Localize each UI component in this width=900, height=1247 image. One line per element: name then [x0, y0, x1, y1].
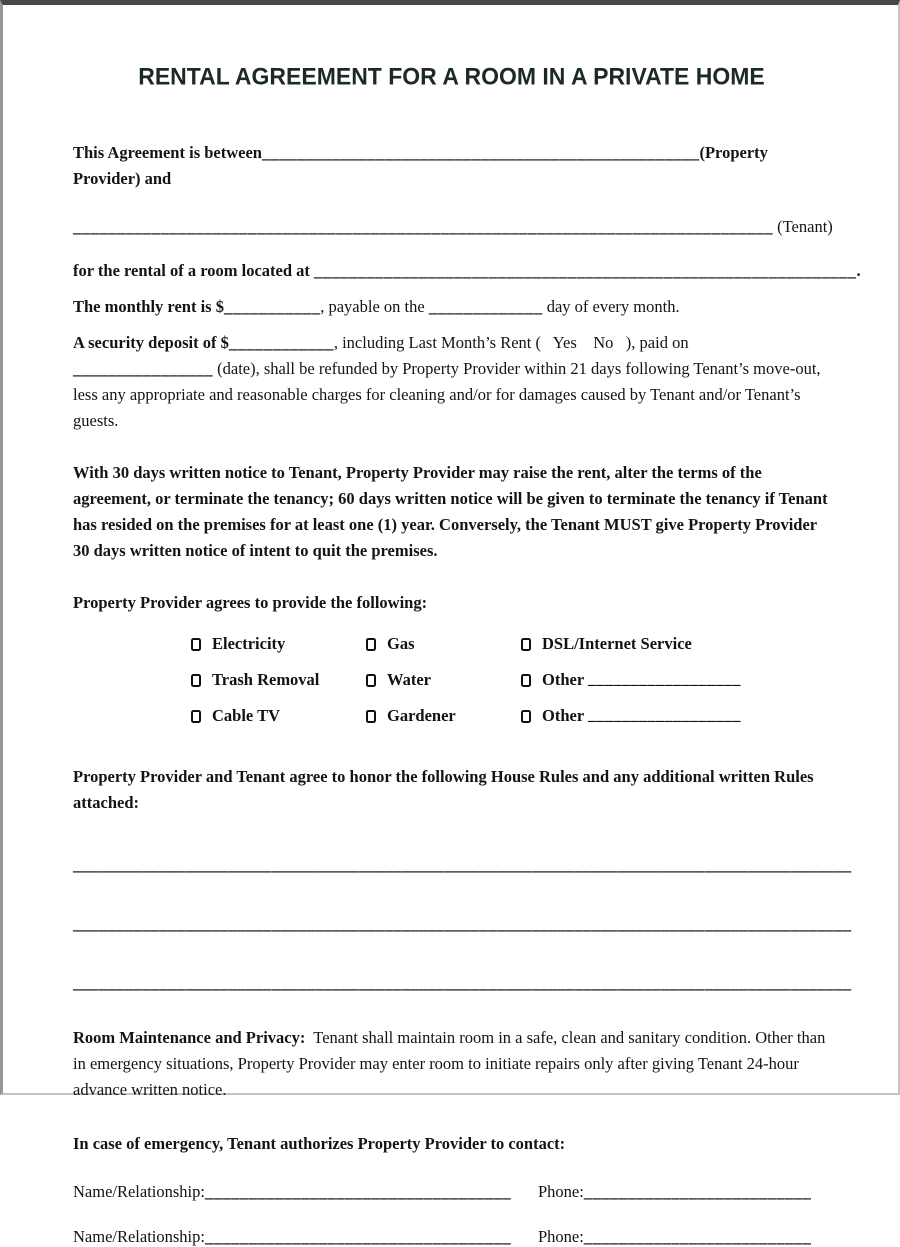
house-rules-line-3[interactable]: __________________________________________________________________________________________ [73, 973, 852, 992]
dsl-internet-checkbox[interactable] [521, 638, 531, 651]
deposit-text-rest: (date), shall be refunded by Property Provider within 21 days following Tenant’s move-out, less any appropriate and reasonable charges for cleaning and/or for damages caused by Tenant and/or Tenant’s guests. [73, 359, 825, 430]
house-rules-heading: Property Provider and Tenant agree to honor the following House Rules and any additional written Rules attached: [73, 767, 818, 812]
tenant-name-field[interactable]: ________________________________________________________________________________ [73, 217, 773, 236]
contact-2-phone-label: Phone: [538, 1227, 584, 1246]
cable-tv-label: Cable TV [212, 706, 280, 725]
rent-amount-field[interactable]: ___________ [223, 297, 321, 316]
utility-option-gas [366, 634, 521, 654]
maintenance-lead: Room Maintenance and Privacy: [73, 1028, 306, 1047]
utility-option-cable-tv [191, 706, 366, 726]
rent-text-pre: The monthly rent is $ [73, 297, 224, 316]
utilities-row-1 [191, 626, 830, 662]
deposit-paid-date-field[interactable]: ________________ [73, 359, 213, 378]
emergency-heading: In case of emergency, Tenant authorizes Property Provider to contact: [73, 1134, 566, 1153]
electricity-label: Electricity [212, 634, 286, 653]
contact-1-phone [538, 1182, 811, 1202]
contact-1-name-label: Name/Relationship: [73, 1182, 205, 1201]
deposit-amount-field[interactable]: ____________ [228, 333, 334, 352]
contact-1-name [73, 1182, 538, 1202]
other-2-label: Other [542, 706, 588, 725]
parties-line-1 [73, 140, 830, 192]
contact-2-phone [538, 1227, 811, 1247]
rent-text-post: day of every month. [542, 297, 680, 316]
utilities-checkbox-grid [191, 626, 830, 734]
maintenance-text: Tenant shall maintain room in a safe, clean and sanitary condition. Other than in emergency situations, Property Provider may enter room to initiate repairs only after giving Tenant 24-hour advance written notice. [73, 1028, 830, 1099]
notice-paragraph: With 30 days written notice to Tenant, Property Provider may raise the rent, alter the terms of the agreement, or terminate the tenancy; 60 days written notice will be given to terminate the tenancy if Tenant has resided on the premises for at least one (1) year. Conversely, the Tenant MUST give Property Provider 30 days written notice of intent to quit the premises. [73, 463, 832, 560]
page-title: RENTAL AGREEMENT FOR A ROOM IN A PRIVATE HOME [138, 62, 765, 90]
parties-line-2 [73, 214, 833, 240]
trash-removal-label: Trash Removal [212, 670, 320, 689]
emergency-contact-row-2 [73, 1227, 830, 1247]
trash-removal-checkbox[interactable] [191, 674, 201, 687]
contact-2-name-label: Name/Relationship: [73, 1227, 205, 1246]
utility-option-electricity [191, 634, 366, 654]
contact-2-name [73, 1227, 538, 1247]
utilities-heading: Property Provider agrees to provide the following: [73, 593, 428, 612]
property-provider-label: (Property Provider) and [73, 143, 773, 188]
parties-line-1-text: This Agreement is between [73, 143, 262, 162]
other-1-label: Other [542, 670, 588, 689]
water-checkbox[interactable] [366, 674, 376, 687]
house-rules-line-1[interactable]: __________________________________________________________________________________________ [73, 855, 852, 874]
dsl-internet-label: DSL/Internet Service [542, 634, 692, 653]
house-rules-line-2[interactable]: __________________________________________________________________________________________ [73, 914, 852, 933]
gas-label: Gas [387, 634, 415, 653]
room-location-line [73, 258, 861, 284]
other-2-checkbox[interactable] [521, 710, 531, 723]
room-location-period: . [856, 261, 861, 280]
tenant-label: (Tenant) [773, 217, 833, 236]
deposit-text-pre: A security deposit of $ [73, 333, 229, 352]
rent-due-day-field[interactable]: _____________ [428, 297, 543, 316]
utility-option-other-1 [521, 670, 830, 690]
other-1-field[interactable]: __________________ [587, 671, 741, 688]
emergency-contact-row-1 [73, 1182, 830, 1202]
gardener-label: Gardener [387, 706, 456, 725]
room-address-field[interactable]: ______________________________________________________________ [314, 261, 857, 280]
water-label: Water [387, 670, 431, 689]
gas-checkbox[interactable] [366, 638, 376, 651]
contact-2-phone-field[interactable]: __________________________ [583, 1227, 812, 1246]
deposit-text-mid: , including Last Month’s Rent ( Yes No ), paid on [333, 333, 693, 352]
room-location-text: for the rental of a room located at [73, 261, 315, 280]
utility-option-dsl-internet [521, 634, 830, 654]
utilities-row-3 [191, 698, 830, 734]
other-1-checkbox[interactable] [521, 674, 531, 687]
rent-text-mid: , payable on the [320, 297, 429, 316]
contact-2-name-field[interactable]: ___________________________________ [204, 1227, 512, 1246]
cable-tv-checkbox[interactable] [191, 710, 201, 723]
other-2-field[interactable]: __________________ [587, 707, 741, 724]
utility-option-water [366, 670, 521, 690]
maintenance-paragraph [73, 1025, 830, 1103]
electricity-checkbox[interactable] [191, 638, 201, 651]
utilities-row-2 [191, 662, 830, 698]
property-provider-name-field[interactable]: __________________________________________________ [261, 143, 700, 162]
rent-line [73, 294, 830, 320]
utility-option-gardener [366, 706, 521, 726]
security-deposit-paragraph [73, 330, 830, 434]
utility-option-trash-removal [191, 670, 366, 690]
contact-1-phone-field[interactable]: __________________________ [583, 1182, 812, 1201]
contact-1-name-field[interactable]: ___________________________________ [204, 1182, 512, 1201]
utility-option-other-2 [521, 706, 830, 726]
contact-1-phone-label: Phone: [538, 1182, 584, 1201]
gardener-checkbox[interactable] [366, 710, 376, 723]
